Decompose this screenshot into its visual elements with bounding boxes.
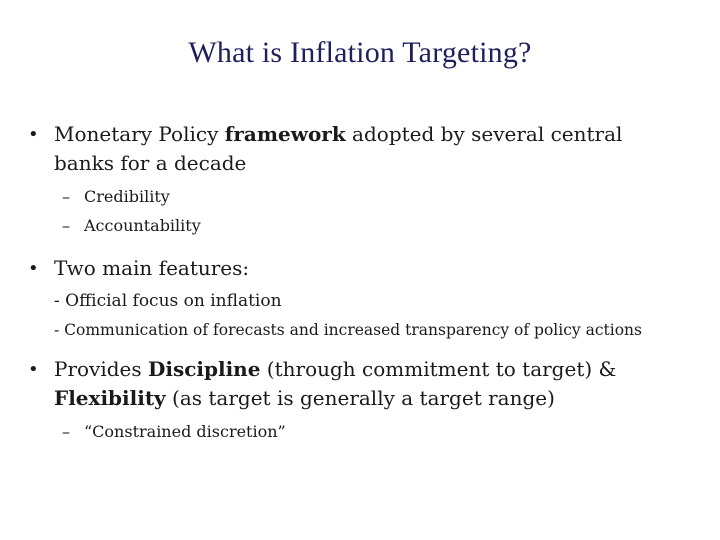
- slide-body: [28, 120, 678, 446]
- sub-item-label: “Constrained discretion”: [84, 422, 286, 441]
- dash-marker: –: [62, 422, 70, 441]
- sub-item-accountability: [28, 211, 678, 240]
- slide-title: What is Inflation Targeting?: [188, 36, 532, 69]
- bullet-text: adopted by several central banks for a decade: [54, 122, 623, 175]
- feature-line-2: - Communication of forecasts and increased transparency of policy actions: [54, 321, 642, 339]
- bullet-text: Monetary Policy: [54, 122, 225, 146]
- bullet-text: Provides: [54, 357, 149, 381]
- sub-item-constrained-discretion: [28, 417, 678, 446]
- bullet-marker: •: [28, 359, 39, 380]
- bullet-text: (through commitment to target) &: [260, 357, 617, 381]
- dash-marker: –: [62, 187, 70, 206]
- bullet-bold-text: framework: [224, 122, 346, 146]
- bullet-bold-text: Flexibility: [54, 386, 166, 410]
- bullet-item-2: [28, 254, 678, 283]
- bullet-text: (as target is generally a target range): [165, 386, 555, 410]
- bullet-item-1: [28, 120, 678, 178]
- feature-line-1: - Official focus on inflation: [54, 291, 282, 311]
- bullet-marker: •: [28, 258, 39, 279]
- sub-item-label: Accountability: [84, 216, 201, 235]
- bullet-bold-text: Discipline: [148, 357, 261, 381]
- bullet-item-3: [28, 355, 678, 413]
- bullet-marker: •: [28, 124, 39, 145]
- sub-item-credibility: [28, 182, 678, 211]
- bullet-text: Two main features:: [54, 256, 250, 280]
- dash-marker: –: [62, 216, 70, 235]
- sub-item-label: Credibility: [84, 187, 170, 206]
